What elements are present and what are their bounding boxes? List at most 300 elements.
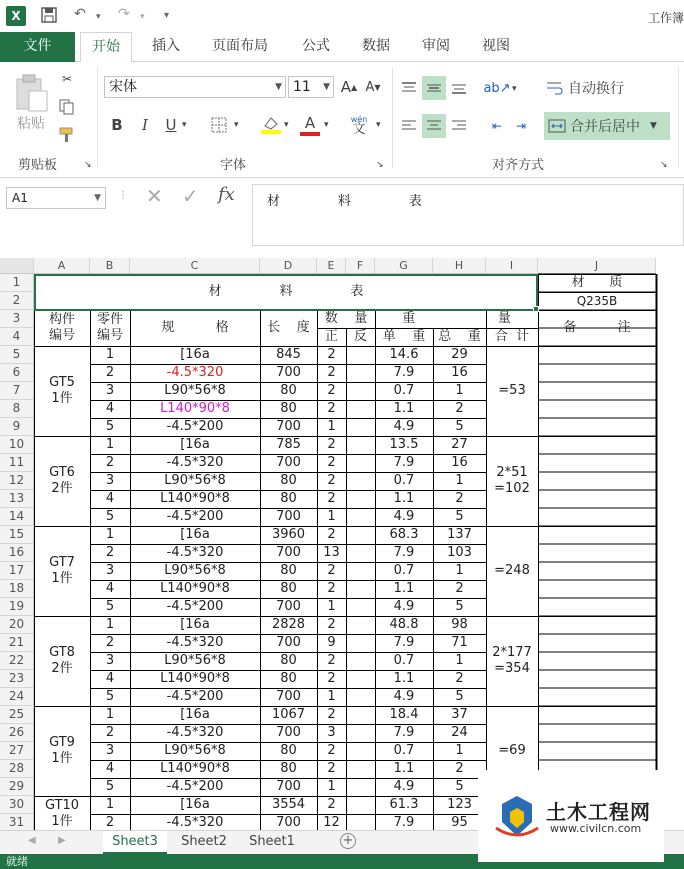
part-no-cell[interactable]: 4 [105, 491, 115, 506]
total-weight-cell[interactable]: 5 [455, 509, 464, 524]
total-weight-cell[interactable]: 2 [455, 671, 464, 686]
merge-center-button[interactable] [544, 112, 670, 140]
tab-insert[interactable]: 插入 [152, 38, 180, 54]
header-total-weight[interactable]: 总 重 [438, 329, 481, 344]
spec-cell[interactable]: -4.5*200 [166, 509, 224, 524]
merge-center-label: 合并后居中 [570, 119, 640, 135]
qty-cell[interactable]: 2 [327, 743, 336, 758]
part-no-cell[interactable]: 3 [105, 653, 115, 668]
part-no-cell[interactable]: 5 [105, 419, 115, 434]
spec-cell[interactable]: L140*90*8 [160, 671, 230, 686]
qty-cell[interactable]: 2 [327, 455, 336, 470]
orientation-button[interactable]: ab↗ [483, 80, 511, 96]
total-weight-cell[interactable]: 29 [451, 347, 468, 362]
length-cell[interactable]: 80 [280, 653, 297, 668]
unit-weight-cell[interactable]: 1.1 [393, 491, 415, 506]
unit-weight-cell[interactable]: 48.8 [389, 617, 419, 632]
length-cell[interactable]: 80 [280, 491, 297, 506]
decrease-indent-button[interactable]: ⇤ [491, 119, 503, 133]
qty-cell[interactable]: 2 [327, 671, 336, 686]
unit-weight-cell[interactable]: 0.7 [393, 383, 415, 398]
row-header-30[interactable]: 30 [0, 796, 34, 814]
row-header-31[interactable]: 31 [0, 814, 34, 830]
length-cell[interactable]: 845 [276, 347, 301, 362]
font-launcher-icon[interactable]: ↘ [376, 160, 384, 170]
sum-cell[interactable]: 2*51 =102 [494, 465, 530, 496]
row-header-22[interactable]: 22 [0, 652, 34, 670]
chevron-down-icon[interactable]: ▾ [234, 120, 239, 130]
qty-cell[interactable]: 2 [327, 473, 336, 488]
length-cell[interactable]: 785 [276, 437, 301, 452]
unit-weight-cell[interactable]: 4.9 [393, 419, 415, 434]
part-no-cell[interactable]: 4 [105, 581, 115, 596]
column-header-j[interactable]: J [538, 258, 656, 274]
row-header-24[interactable]: 24 [0, 688, 34, 706]
worksheet-grid[interactable] [0, 258, 684, 830]
length-cell[interactable]: 80 [280, 473, 297, 488]
total-weight-cell[interactable]: 37 [451, 707, 468, 722]
part-no-cell[interactable]: 5 [105, 689, 115, 704]
row-header-9[interactable]: 9 [0, 418, 34, 436]
unit-weight-cell[interactable]: 7.9 [393, 545, 415, 560]
qty-cell[interactable]: 2 [327, 707, 336, 722]
part-no-cell[interactable]: 5 [105, 599, 115, 614]
chevron-down-icon[interactable]: ▾ [284, 120, 289, 130]
row-header-25[interactable]: 25 [0, 706, 34, 724]
length-cell[interactable]: 80 [280, 563, 297, 578]
align-top-button[interactable] [398, 76, 420, 100]
part-no-cell[interactable]: 1 [105, 617, 115, 632]
tab-file[interactable]: 文件 [0, 32, 75, 62]
component-cell[interactable]: GT5 1件 [49, 375, 75, 406]
length-cell[interactable]: 700 [276, 419, 301, 434]
qty-cell[interactable]: 2 [327, 383, 336, 398]
spec-cell[interactable]: [16a [180, 347, 210, 362]
length-cell[interactable]: 80 [280, 761, 297, 776]
row-header-2[interactable]: 2 [0, 292, 34, 310]
qty-cell[interactable]: 2 [327, 563, 336, 578]
align-right-button[interactable] [448, 114, 470, 138]
qty-cell[interactable]: 3 [327, 725, 336, 740]
column-header-e[interactable]: E [317, 258, 346, 274]
unit-weight-cell[interactable]: 1.1 [393, 671, 415, 686]
unit-weight-cell[interactable]: 7.9 [393, 725, 415, 740]
wrap-text-button[interactable] [546, 76, 666, 100]
part-no-cell[interactable]: 2 [105, 365, 115, 380]
unit-weight-cell[interactable]: 0.7 [393, 563, 415, 578]
align-left-button[interactable] [398, 114, 420, 138]
unit-weight-cell[interactable]: 13.5 [389, 437, 419, 452]
qty-cell[interactable]: 2 [327, 365, 336, 380]
fill-handle[interactable] [533, 306, 539, 312]
tab-page-layout[interactable]: 页面布局 [212, 38, 268, 54]
length-cell[interactable]: 700 [276, 455, 301, 470]
copy-icon[interactable] [56, 96, 78, 118]
title-cell[interactable]: 材 料 表 [208, 284, 364, 299]
decrease-font-button[interactable]: A ▼ [365, 79, 381, 95]
row-header-26[interactable]: 26 [0, 724, 34, 742]
header-remark[interactable]: 备 注 [563, 320, 631, 335]
undo-icon[interactable]: ↶ [74, 6, 86, 22]
sheet-tab-sheet1[interactable]: Sheet1 [249, 834, 295, 849]
qty-cell[interactable]: 1 [327, 599, 336, 614]
redo-dropdown-icon[interactable]: ▾ [140, 12, 145, 22]
customize-qat-icon[interactable]: ▾ [164, 10, 170, 21]
scroll-left-icon[interactable]: ◀ [28, 835, 36, 846]
length-cell[interactable]: 3960 [271, 527, 306, 542]
row-header-27[interactable]: 27 [0, 742, 34, 760]
component-cell[interactable]: GT7 1件 [49, 555, 75, 586]
qty-cell[interactable]: 2 [327, 527, 336, 542]
part-no-cell[interactable]: 3 [105, 563, 115, 578]
spec-cell[interactable]: -4.5*320 [166, 635, 224, 650]
paste-button[interactable] [10, 68, 52, 138]
sum-cell[interactable]: 2*177 =354 [492, 645, 532, 676]
unit-weight-cell[interactable]: 1.1 [393, 581, 415, 596]
length-cell[interactable]: 3554 [271, 797, 306, 812]
column-header-c[interactable]: C [130, 258, 260, 274]
civilcn-logo-icon [492, 792, 542, 842]
length-cell[interactable]: 700 [276, 599, 301, 614]
spec-cell[interactable]: L90*56*8 [164, 743, 226, 758]
spec-cell[interactable]: -4.5*320 [166, 725, 224, 740]
unit-weight-cell[interactable]: 4.9 [393, 509, 415, 524]
qty-cell[interactable]: 2 [327, 491, 336, 506]
unit-weight-cell[interactable]: 4.9 [393, 599, 415, 614]
chevron-down-icon[interactable]: ▾ [512, 84, 517, 94]
spec-cell[interactable]: L90*56*8 [164, 383, 226, 398]
total-weight-cell[interactable]: 1 [455, 743, 464, 758]
spec-cell[interactable]: -4.5*200 [166, 779, 224, 794]
total-weight-cell[interactable]: 95 [451, 815, 468, 830]
align-middle-button[interactable] [422, 76, 446, 100]
row-header-7[interactable]: 7 [0, 382, 34, 400]
increase-indent-button[interactable]: ⇥ [515, 119, 527, 133]
tab-home[interactable]: 开始 [80, 32, 132, 63]
paste-label: 粘贴 [17, 116, 45, 132]
qty-cell[interactable]: 2 [327, 617, 336, 632]
tab-review[interactable]: 审阅 [422, 38, 450, 54]
sum-cell[interactable]: =69 [498, 743, 526, 758]
column-header-d[interactable]: D [260, 258, 317, 274]
qty-cell[interactable]: 2 [327, 401, 336, 416]
length-cell[interactable]: 700 [276, 779, 301, 794]
font-name-select[interactable] [104, 76, 286, 98]
component-cell[interactable]: GT6 2件 [49, 465, 75, 496]
qty-cell[interactable]: 2 [327, 437, 336, 452]
formula-input[interactable]: 材 料 表 [252, 184, 684, 246]
excel-logo-icon: X [6, 6, 26, 26]
window-title: 工作簿 [647, 11, 684, 25]
formula-bar [0, 178, 684, 250]
clipboard-launcher-icon[interactable]: ↘ [84, 160, 92, 170]
length-cell[interactable]: 1067 [271, 707, 306, 722]
row-header-23[interactable]: 23 [0, 670, 34, 688]
qty-cell[interactable]: 1 [327, 509, 336, 524]
qty-cell[interactable]: 2 [327, 653, 336, 668]
length-cell[interactable]: 700 [276, 545, 301, 560]
part-no-cell[interactable]: 3 [105, 383, 115, 398]
column-header-g[interactable]: G [375, 258, 433, 274]
qty-cell[interactable]: 2 [327, 347, 336, 362]
spec-cell[interactable]: [16a [180, 437, 210, 452]
qty-cell[interactable]: 1 [327, 419, 336, 434]
spec-cell[interactable]: L90*56*8 [164, 653, 226, 668]
component-cell[interactable]: GT9 1件 [49, 735, 75, 766]
header-unit-weight[interactable]: 单 重 [382, 329, 426, 344]
row-header-29[interactable]: 29 [0, 778, 34, 796]
spec-cell[interactable]: -4.5*320 [166, 815, 224, 830]
column-header-h[interactable]: H [433, 258, 486, 274]
spec-cell[interactable]: L140*90*8 [160, 761, 230, 776]
header-qty-positive[interactable]: 正 [324, 329, 338, 344]
row-header-28[interactable]: 28 [0, 760, 34, 778]
bold-button[interactable]: B [111, 116, 123, 134]
alignment-launcher-icon[interactable]: ↘ [660, 160, 668, 170]
total-weight-cell[interactable]: 5 [455, 599, 464, 614]
total-weight-cell[interactable]: 1 [455, 563, 464, 578]
part-no-cell[interactable]: 2 [105, 635, 115, 650]
spec-cell[interactable]: -4.5*320 [166, 365, 224, 380]
qty-cell[interactable]: 2 [327, 581, 336, 596]
column-header-a[interactable]: A [34, 258, 90, 274]
length-cell[interactable]: 700 [276, 509, 301, 524]
spec-cell[interactable]: -4.5*200 [166, 599, 224, 614]
sum-cell[interactable]: =53 [498, 383, 526, 398]
total-weight-cell[interactable]: 98 [451, 617, 468, 632]
unit-weight-cell[interactable]: 1.1 [393, 761, 415, 776]
phonetic-button[interactable] [346, 112, 372, 138]
name-box[interactable] [6, 187, 106, 209]
spec-cell[interactable]: -4.5*320 [166, 455, 224, 470]
redo-icon[interactable]: ↷ [118, 6, 130, 22]
align-center-button[interactable] [422, 114, 446, 138]
row-header-4[interactable]: 4 [0, 328, 34, 346]
row-header-11[interactable]: 11 [0, 454, 34, 472]
total-weight-cell[interactable]: 16 [451, 455, 468, 470]
part-no-cell[interactable]: 5 [105, 509, 115, 524]
chevron-down-icon[interactable]: ▾ [182, 120, 187, 130]
chevron-down-icon[interactable]: ▾ [376, 120, 381, 130]
row-header-14[interactable]: 14 [0, 508, 34, 526]
part-no-cell[interactable]: 2 [105, 815, 115, 830]
unit-weight-cell[interactable]: 4.9 [393, 779, 415, 794]
part-no-cell[interactable]: 4 [105, 761, 115, 776]
qty-cell[interactable]: 2 [327, 761, 336, 776]
part-no-cell[interactable]: 4 [105, 401, 115, 416]
qty-cell[interactable]: 13 [323, 545, 340, 560]
length-cell[interactable]: 700 [276, 689, 301, 704]
spec-cell[interactable]: [16a [180, 707, 210, 722]
column-header-i[interactable]: I [486, 258, 538, 274]
total-weight-cell[interactable]: 27 [451, 437, 468, 452]
part-no-cell[interactable]: 5 [105, 779, 115, 794]
material-label-cell[interactable]: 材 质 [571, 275, 623, 290]
tab-formulas[interactable]: 公式 [302, 38, 330, 54]
font-color-swatch [300, 132, 320, 136]
unit-weight-cell[interactable]: 18.4 [389, 707, 419, 722]
unit-weight-cell[interactable]: 0.7 [393, 743, 415, 758]
italic-button[interactable]: I [142, 116, 148, 134]
total-weight-cell[interactable]: 1 [455, 653, 464, 668]
row-header-18[interactable]: 18 [0, 580, 34, 598]
component-cell[interactable]: GT10 1件 [44, 798, 80, 829]
row-header-21[interactable]: 21 [0, 634, 34, 652]
row-header-20[interactable]: 20 [0, 616, 34, 634]
row-header-10[interactable]: 10 [0, 436, 34, 454]
component-cell[interactable]: GT8 2件 [49, 645, 75, 676]
undo-dropdown-icon[interactable]: ▾ [96, 12, 101, 22]
cut-icon[interactable]: ✂ [61, 72, 73, 86]
column-header-f[interactable]: F [346, 258, 375, 274]
tab-view[interactable]: 视图 [482, 38, 510, 54]
total-weight-cell[interactable]: 2 [455, 761, 464, 776]
chevron-down-icon[interactable]: ▾ [324, 120, 329, 130]
qty-cell[interactable]: 12 [323, 815, 340, 830]
sum-cell[interactable]: =248 [494, 563, 530, 578]
length-cell[interactable]: 700 [276, 635, 301, 650]
header-part-no[interactable]: 零件 编号 [96, 312, 123, 343]
increase-font-button[interactable]: A ▲ [340, 78, 358, 96]
total-weight-cell[interactable]: 24 [451, 725, 468, 740]
length-cell[interactable]: 80 [280, 743, 297, 758]
part-no-cell[interactable]: 3 [105, 743, 115, 758]
total-weight-cell[interactable]: 71 [451, 635, 468, 650]
row-header-6[interactable]: 6 [0, 364, 34, 382]
total-weight-cell[interactable]: 16 [451, 365, 468, 380]
spec-cell[interactable]: L90*56*8 [164, 563, 226, 578]
row-header-19[interactable]: 19 [0, 598, 34, 616]
row-header-16[interactable]: 16 [0, 544, 34, 562]
unit-weight-cell[interactable]: 0.7 [393, 653, 415, 668]
spec-cell[interactable]: L140*90*8 [160, 491, 230, 506]
row-header-1[interactable]: 1 [0, 274, 34, 292]
format-painter-icon[interactable] [56, 124, 78, 146]
length-cell[interactable]: 80 [280, 383, 297, 398]
insert-function-icon[interactable]: fx [218, 184, 235, 205]
length-cell[interactable]: 700 [276, 725, 301, 740]
header-spec[interactable]: 规 格 [161, 320, 229, 335]
spec-cell[interactable]: L140*90*8 [160, 401, 230, 416]
part-no-cell[interactable]: 2 [105, 455, 115, 470]
total-weight-cell[interactable]: 2 [455, 491, 464, 506]
unit-weight-cell[interactable]: 7.9 [393, 635, 415, 650]
part-no-cell[interactable]: 1 [105, 527, 115, 542]
length-cell[interactable]: 80 [280, 581, 297, 596]
header-component-no[interactable]: 构件 编号 [48, 312, 75, 343]
sheet-tab-sheet3[interactable]: Sheet3 [103, 831, 167, 854]
underline-button[interactable]: U [165, 116, 177, 134]
part-no-cell[interactable]: 2 [105, 545, 115, 560]
enter-icon[interactable]: ✓ [182, 184, 199, 208]
spec-cell[interactable]: [16a [180, 797, 210, 812]
part-no-cell[interactable]: 3 [105, 473, 115, 488]
unit-weight-cell[interactable]: 14.6 [389, 347, 419, 362]
total-weight-cell[interactable]: 5 [455, 419, 464, 434]
spec-cell[interactable]: -4.5*200 [166, 689, 224, 704]
row-header-12[interactable]: 12 [0, 472, 34, 490]
total-weight-cell[interactable]: 1 [455, 383, 464, 398]
length-cell[interactable]: 80 [280, 671, 297, 686]
add-sheet-icon[interactable]: + [340, 833, 356, 849]
unit-weight-cell[interactable]: 1.1 [393, 401, 415, 416]
row-header-13[interactable]: 13 [0, 490, 34, 508]
length-cell[interactable]: 80 [280, 401, 297, 416]
row-header-3[interactable]: 3 [0, 310, 34, 328]
unit-weight-cell[interactable]: 7.9 [393, 815, 415, 830]
part-no-cell[interactable]: 1 [105, 347, 115, 362]
unit-weight-cell[interactable]: 4.9 [393, 689, 415, 704]
part-no-cell[interactable]: 1 [105, 707, 115, 722]
length-cell[interactable]: 2828 [271, 617, 306, 632]
total-weight-cell[interactable]: 1 [455, 473, 464, 488]
header-weight[interactable]: 重 量 [402, 311, 511, 326]
header-sum[interactable]: 合 计 [494, 329, 530, 344]
part-no-cell[interactable]: 2 [105, 725, 115, 740]
qty-cell[interactable]: 1 [327, 779, 336, 794]
align-bottom-button[interactable] [448, 76, 470, 100]
header-length[interactable]: 长 度 [267, 320, 310, 335]
total-weight-cell[interactable]: 123 [447, 797, 472, 812]
length-cell[interactable]: 700 [276, 365, 301, 380]
total-weight-cell[interactable]: 2 [455, 401, 464, 416]
spec-cell[interactable]: -4.5*200 [166, 419, 224, 434]
fill-color-button[interactable] [258, 112, 284, 138]
sheet-tab-sheet2[interactable]: Sheet2 [181, 834, 227, 849]
total-weight-cell[interactable]: 103 [447, 545, 472, 560]
unit-weight-cell[interactable]: 0.7 [393, 473, 415, 488]
spec-cell[interactable]: L90*56*8 [164, 473, 226, 488]
material-value-cell[interactable]: Q235B [576, 294, 618, 308]
total-weight-cell[interactable]: 5 [455, 689, 464, 704]
column-header-b[interactable]: B [90, 258, 130, 274]
spec-cell[interactable]: -4.5*320 [166, 545, 224, 560]
unit-weight-cell[interactable]: 61.3 [389, 797, 419, 812]
row-header-5[interactable]: 5 [0, 346, 34, 364]
alignment-group-label: 对齐方式 [492, 158, 545, 173]
clipboard-group-label: 剪贴板 [18, 158, 58, 173]
unit-weight-cell[interactable]: 7.9 [393, 455, 415, 470]
unit-weight-cell[interactable]: 68.3 [389, 527, 419, 542]
qty-cell[interactable]: 9 [327, 635, 336, 650]
part-no-cell[interactable]: 1 [105, 437, 115, 452]
qty-cell[interactable]: 2 [327, 797, 336, 812]
length-cell[interactable]: 700 [276, 815, 301, 830]
total-weight-cell[interactable]: 5 [455, 779, 464, 794]
unit-weight-cell[interactable]: 7.9 [393, 365, 415, 380]
save-icon[interactable] [40, 6, 58, 28]
part-no-cell[interactable]: 4 [105, 671, 115, 686]
row-header-15[interactable]: 15 [0, 526, 34, 544]
spec-cell[interactable]: [16a [180, 527, 210, 542]
font-size-select[interactable] [288, 76, 334, 98]
part-no-cell[interactable]: 1 [105, 797, 115, 812]
scroll-right-icon[interactable]: ▶ [58, 835, 66, 846]
spec-cell[interactable]: [16a [180, 617, 210, 632]
row-header-8[interactable]: 8 [0, 400, 34, 418]
tab-data[interactable]: 数据 [362, 38, 390, 54]
total-weight-cell[interactable]: 137 [447, 527, 472, 542]
qty-cell[interactable]: 1 [327, 689, 336, 704]
row-header-17[interactable]: 17 [0, 562, 34, 580]
font-color-button[interactable] [298, 112, 322, 138]
header-quantity[interactable]: 数 量 [324, 311, 368, 326]
spec-cell[interactable]: L140*90*8 [160, 581, 230, 596]
borders-button[interactable] [206, 114, 232, 136]
header-qty-negative[interactable]: 反 [353, 329, 367, 344]
cancel-icon[interactable]: ✕ [146, 184, 163, 208]
total-weight-cell[interactable]: 2 [455, 581, 464, 596]
